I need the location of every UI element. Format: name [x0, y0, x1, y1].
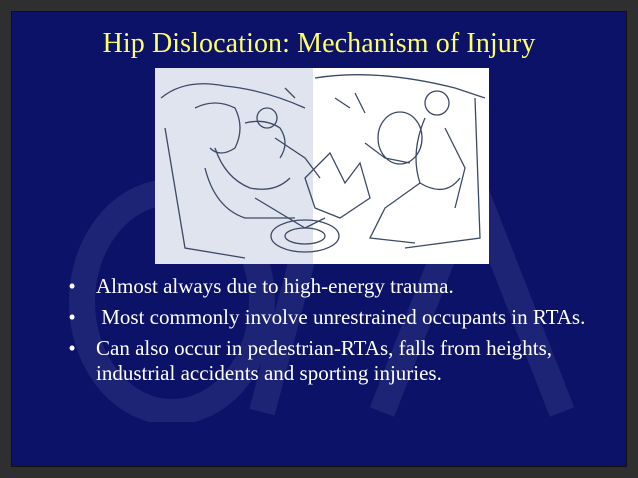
crash-illustration [155, 68, 489, 264]
slide [12, 12, 626, 466]
bullet-list [56, 274, 616, 392]
slide-title: Hip Dislocation: Mechanism of Injury [102, 28, 536, 59]
bullet-dot-icon: • [68, 336, 76, 360]
car-crash-drawing [155, 68, 489, 264]
bullet-item [56, 336, 616, 386]
bullet-item [56, 274, 616, 299]
bullet-item [56, 305, 616, 330]
bullet-dot-icon: • [68, 274, 76, 298]
bullet-text: Can also occur in pedestrian-RTAs, falls from heights, industrial accidents and sporting injuries. [96, 336, 553, 385]
bullet-dot-icon: • [68, 305, 76, 329]
bullet-text: Almost always due to high-energy trauma. [96, 274, 454, 298]
bullet-text: Most commonly involve unrestrained occupants in RTAs. [96, 305, 586, 329]
